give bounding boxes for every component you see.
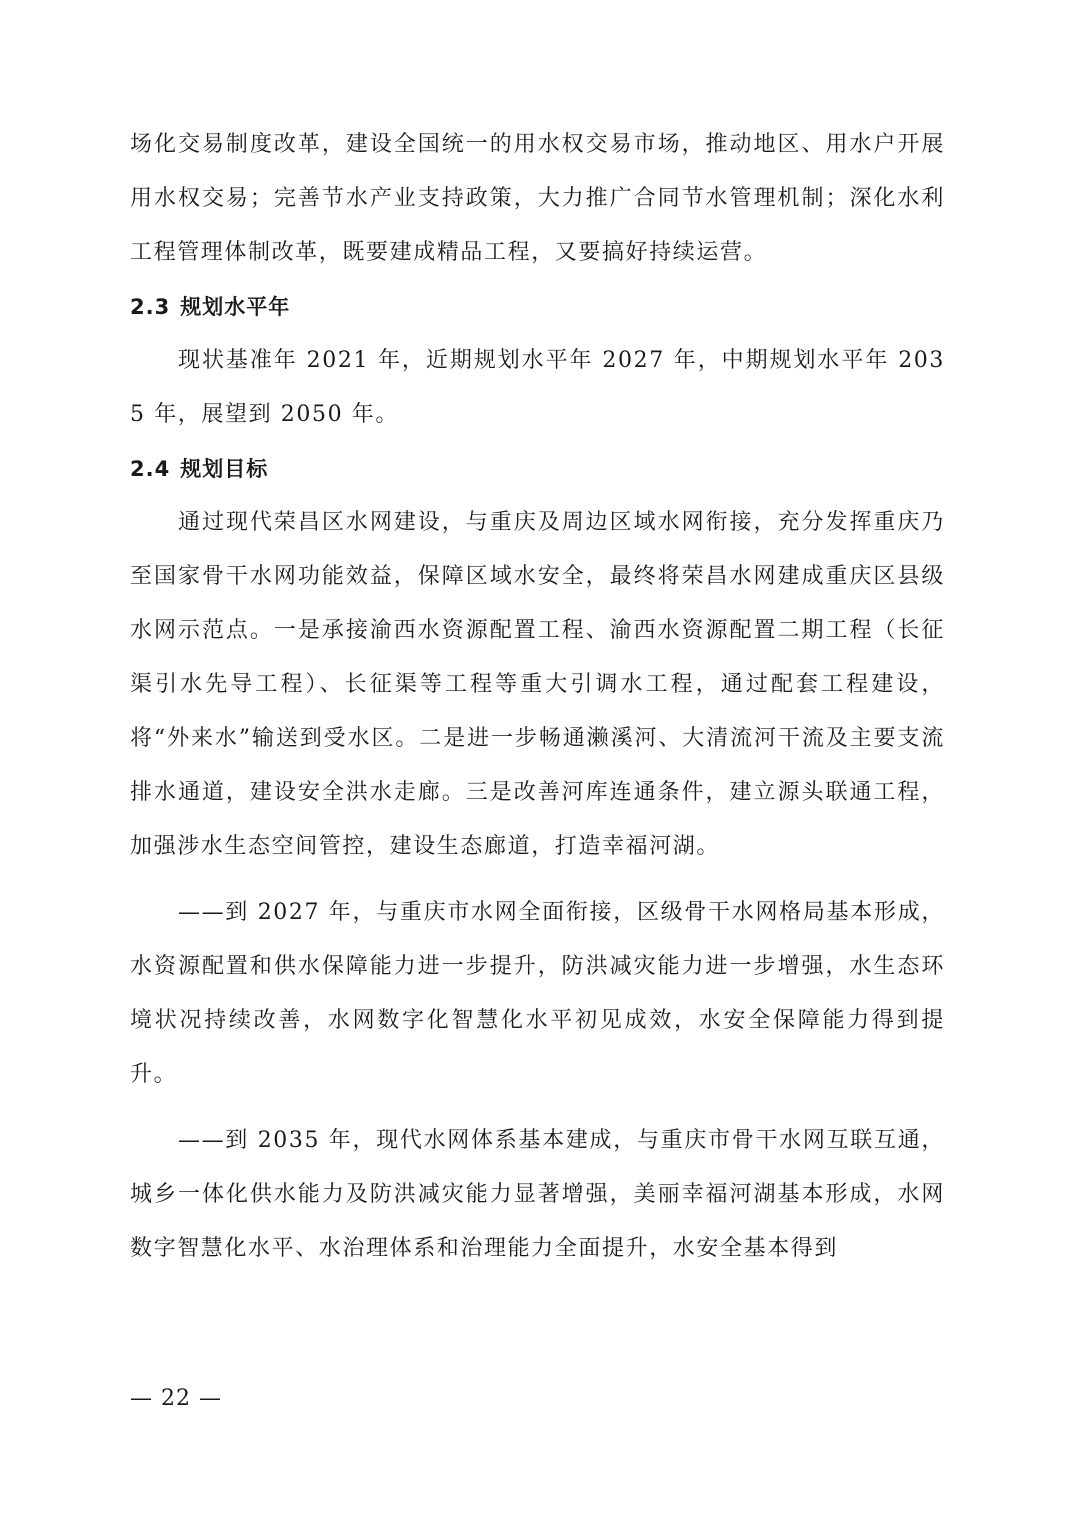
page-number: — 22 —: [130, 1386, 222, 1411]
section-title: 规划水平年: [180, 295, 291, 319]
paragraph-reform: 场化交易制度改革，建设全国统一的用水权交易市场，推动地区、用水户开展用水权交易；完善节水产业支持政策，大力推广合同节水管理机制；深化水利工程管理体制改革，既要建成精品工程，又要搞好持续运营。: [130, 132, 945, 265]
section-title: 规划目标: [180, 457, 269, 481]
section-number: 2.3: [130, 295, 171, 319]
paragraph-planning-years: 现状基准年 2021 年，近期规划水平年 2027 年，中期规划水平年 2035 年，展望到 2050 年。: [130, 348, 945, 427]
paragraph-planning-goals: 通过现代荣昌区水网建设，与重庆及周边区域水网衔接，充分发挥重庆乃至国家骨干水网功能效益，保障区域水安全，最终将荣昌水网建成重庆区县级水网示范点。一是承接渝西水资源配置工程、渝西水资源配置二期工程（长征渠引水先导工程）、长征渠等工程等重大引调水工程，通过配套工程建设，将“外来水”输送到受水区。二是进一步畅通濑溪河、大清流河干流及主要支流排水通道，建设安全洪水走廊。三是改善河库连通条件，建立源头联通工程，加强涉水生态空间管控，建设生态廊道，打造幸福河湖。: [130, 510, 945, 859]
document-body: [130, 118, 945, 1276]
section-heading-2-3: [130, 280, 945, 334]
section-heading-2-4: [130, 442, 945, 496]
paragraph-goal-2035: ——到 2035 年，现代水网体系基本建成，与重庆市骨干水网互联互通，城乡一体化供水能力及防洪减灾能力显著增强，美丽幸福河湖基本形成，水网数字智慧化水平、水治理体系和治理能力全面提升，水安全基本得到: [130, 1128, 945, 1261]
section-number: 2.4: [130, 457, 171, 481]
paragraph-goal-2027: ——到 2027 年，与重庆市水网全面衔接，区级骨干水网格局基本形成，水资源配置和供水保障能力进一步提升，防洪减灾能力进一步增强，水生态环境状况持续改善，水网数字化智慧化水平初见成效，水安全保障能力得到提升。: [130, 900, 945, 1087]
